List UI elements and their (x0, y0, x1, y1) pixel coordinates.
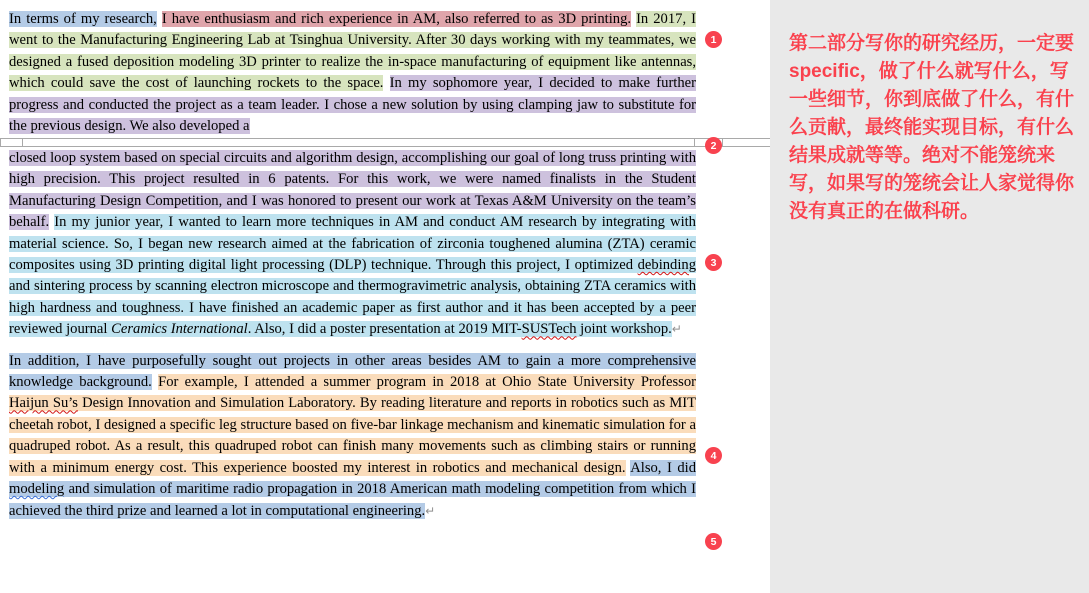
highlight-sophomore-start: In my sophomore year, I decided to make further progress and conducted the project as a team leader. I chose a new solution by using clamping jaw to substitute for the previous design. We also developed a (9, 75, 696, 135)
grammarcheck-word-modeling: modeling (9, 481, 65, 498)
spellcheck-word-sustech: SUSTech (521, 321, 577, 338)
journal-title-italic: Ceramics International (111, 321, 248, 338)
highlight-summer-a: For example, I attended a summer program in 2018 at Ohio State University Professor (158, 374, 696, 391)
paragraph-mark-icon: ↵ (671, 322, 682, 337)
highlight-junior-d: joint workshop. (576, 321, 672, 338)
paragraph-1-continued (9, 148, 696, 341)
paragraph-2 (9, 351, 696, 522)
highlight-junior-b: and sintering process by scanning electron microscope and thermogravimetric analysis, obtaining ZTA ceramics with high hardness and toughness. I have finished an academic paper as first author and it has been accepted by a peer reviewed journal (9, 278, 696, 338)
comment-marker-1[interactable]: 1 (705, 31, 722, 48)
highlight-tsinghua-lab: In 2017, I went to the Manufacturing Engineering Lab at Tsinghua University. After 30 days working with my teammates, we designed a fused deposition modeling 3D printer to realize the in-space manufacturing of equipment like antennas, which could save the cost of launching rockets to the space. (9, 11, 696, 92)
highlight-junior-c: . Also, I did a poster presentation at 2019 MIT- (247, 321, 522, 338)
highlight-junior-a: In my junior year, I wanted to learn more techniques in AM and conduct AM research by integrating with material science. So, I began new research aimed at the fabrication of zirconia toughened alumina (ZTA) ceramic composites using 3D printing digital light processing (DLP) technique. Through this project, I optimized (9, 214, 696, 274)
page-break-divider[interactable] (0, 138, 770, 147)
highlight-addition: In addition, I have purposefully sought out projects in other areas besides AM to gain a more comprehensive knowledge background. (9, 352, 696, 391)
highlight-math-b: and simulation of maritime radio propagation in 2018 American math modeling competition from which I achieved the third prize and learned a lot in computational engineering. (9, 481, 696, 519)
page-2[interactable] (0, 147, 770, 522)
highlight-sophomore-end: closed loop system based on special circuits and algorithm design, accomplishing our goal of long truss printing with high precision. This project resulted in 6 patents. For this work, we were named finalists in the Student Manufacturing Design Competition, and I was honored to present our work at Texas A&M University on the team’s behalf. (9, 150, 696, 231)
comment-marker-3[interactable]: 3 (705, 254, 722, 271)
page-break-left-box (0, 138, 23, 147)
paragraph-mark-icon: ↵ (425, 503, 436, 518)
spellcheck-word-haijun-su: Haijun Su’s (9, 395, 78, 412)
highlight-intro: In terms of my research, (9, 11, 157, 27)
comment-body[interactable]: 第二部分写你的研究经历，一定要specific，做了什么就写什么，写一些细节，你到底做了什么，有什么贡献，最终能实现目标，有什么结果成就等等。绝对不能笼统来写，如果写的笼统会让人家觉得你没有真正的在做科研。 (789, 33, 1075, 222)
highlight-math-a: Also, I did (630, 459, 696, 476)
comment-marker-2[interactable]: 2 (705, 137, 722, 154)
highlight-experience: I have enthusiasm and rich experience in AM, also referred to as 3D printing. (161, 11, 632, 27)
highlight-summer-b: Design Innovation and Simulation Laboratory. By reading literature and reports in robotics such as MIT cheetah robot, I designed a specific leg structure based on five-bar linkage mechanism and kinematic simulation for a quadruped robot. As a result, this quadruped robot can finish many movements such as climbing stairs or running with a minimum energy cost. This experience boosted my interest in robotics and mechanical design. (9, 395, 696, 476)
comment-marker-5[interactable]: 5 (705, 533, 722, 550)
comments-panel (770, 0, 1089, 593)
spellcheck-word-debinding: debinding (637, 257, 696, 274)
page-1[interactable] (0, 0, 770, 138)
comment-marker-4[interactable]: 4 (705, 447, 722, 464)
paragraph-1 (9, 9, 696, 137)
